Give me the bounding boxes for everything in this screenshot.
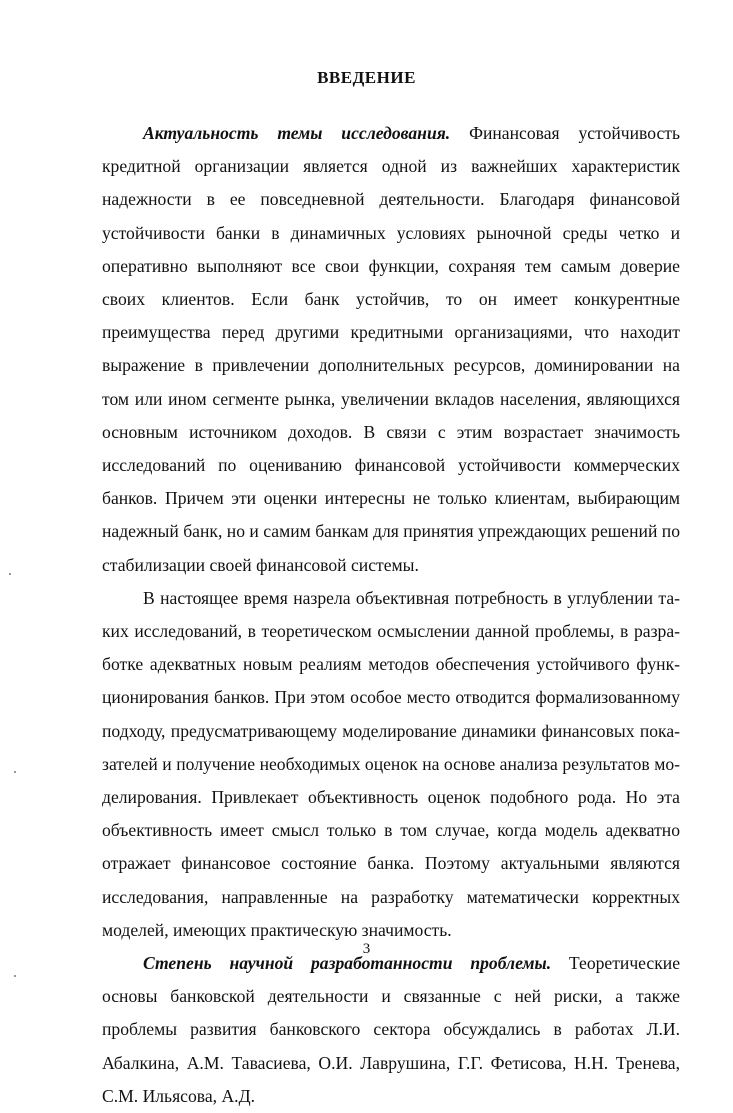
body-text xyxy=(102,117,680,1113)
paragraph-text: Теоретические основы банковской деятельности и связанные с ней риски, а также проблемы развития банковского сектора обсуждались в работах Л.И. Абалкина, А.М. Тавасиева, О.И. Лаврушина, Г.Г. Фетисова, Н.Н. Тренева, С.М. Ильясова, А.Д. xyxy=(102,953,680,1106)
page-number: 3 xyxy=(362,941,371,957)
scan-speck xyxy=(14,771,16,773)
section-heading: ВВЕДЕНИЕ xyxy=(317,68,416,87)
paragraph-text: Финансовая устойчивость кредитной организации является одной из важнейших характеристик надежности в ее повседневной деятельности. Благодаря финансовой устойчивости банки в динамичных условиях рыночной среды четко и оперативно выполняют все свои функции, сохраняя тем самым доверие своих клиентов. Если банк устойчив, то он имеет конкурентные преимущества перед другими кредитными организациями, что находит выражение в привлечении дополнительных ресурсов, доминировании на том или ином сегменте рынка, увеличении вкладов населения, являющихся основным источником доходов. В связи с этим возрастает значимость исследований по оцениванию финансовой устойчивости коммерческих банков. Причем эти оценки интересны не только клиентам, выбирающим надежный банк, но и самим банкам для принятия упреждающих решений по стабилизации своей финансовой системы. xyxy=(102,123,680,575)
paragraph-lead: Актуальность темы исследования. xyxy=(143,123,451,143)
scan-speck xyxy=(9,573,11,575)
paragraph-need xyxy=(102,582,680,947)
paragraph-lead: Степень научной разработанности проблемы. xyxy=(143,953,552,974)
paragraph-text: В настоящее время назрела объективная потребность в углублении таких исследований, в теоретическом осмыслении данной проблемы, в разработке адекватных новым реалиям методов обеспечения устойчивого функционирования банков. При этом особое место отводится формализованному подходу, предусматривающему моделирование динамики финансовых показателей и получение необходимых оценок на основе анализа результатов моделирования. Привлекает объективность оценок подобного рода. Но эта объективность имеет смысл только в том случае, когда модель адекватно отражает финансовое состояние банка. Поэтому актуальными являются исследования, направленные на разработку математически корректных моделей, имеющих практическую значимость. xyxy=(102,587,680,940)
paragraph-relevance xyxy=(102,117,680,582)
paragraph-research-degree xyxy=(102,947,680,1113)
scan-speck xyxy=(14,975,16,977)
